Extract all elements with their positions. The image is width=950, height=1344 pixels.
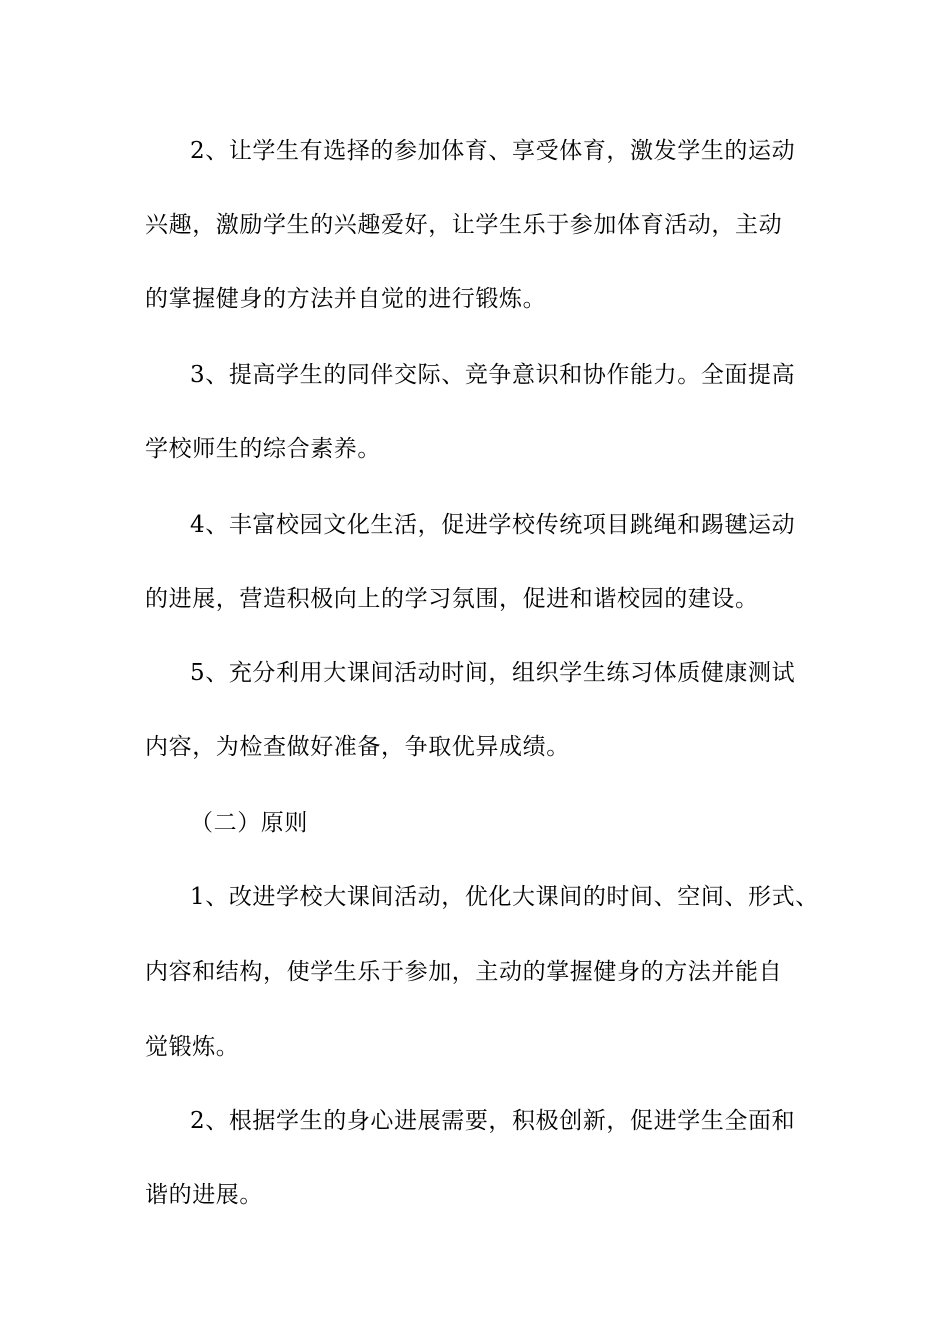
paragraph-line: 1、改进学校大课间活动，优化大课间的时间、空间、形式、 bbox=[190, 884, 819, 910]
paragraph-line: 2、根据学生的身心进展需要，积极创新，促进学生全面和 bbox=[190, 1108, 796, 1134]
paragraph-line: 的进展，营造积极向上的学习氛围，促进和谐校园的建设。 bbox=[145, 586, 759, 612]
section-heading: （二）原则 bbox=[190, 810, 308, 836]
paragraph-line: 的掌握健身的方法并自觉的进行锻炼。 bbox=[145, 286, 547, 312]
paragraph-line: 学校师生的综合素养。 bbox=[145, 436, 381, 462]
paragraph-line: 谐的进展。 bbox=[145, 1182, 263, 1208]
paragraph-line: 内容和结构，使学生乐于参加，主动的掌握健身的方法并能自 bbox=[145, 959, 783, 985]
paragraph-line: 内容，为检查做好准备，争取优异成绩。 bbox=[145, 734, 570, 760]
paragraph-line: 2、让学生有选择的参加体育、享受体育，激发学生的运动 bbox=[190, 138, 796, 164]
paragraph-line: 觉锻炼。 bbox=[145, 1034, 240, 1060]
paragraph-line: 5、充分利用大课间活动时间，组织学生练习体质健康测试 bbox=[190, 660, 796, 686]
paragraph-line: 4、丰富校园文化生活，促进学校传统项目跳绳和踢毽运动 bbox=[190, 512, 796, 538]
paragraph-line: 3、提高学生的同伴交际、竞争意识和协作能力。全面提高 bbox=[190, 362, 796, 388]
paragraph-line: 兴趣，激励学生的兴趣爱好，让学生乐于参加体育活动，主动 bbox=[145, 212, 783, 238]
